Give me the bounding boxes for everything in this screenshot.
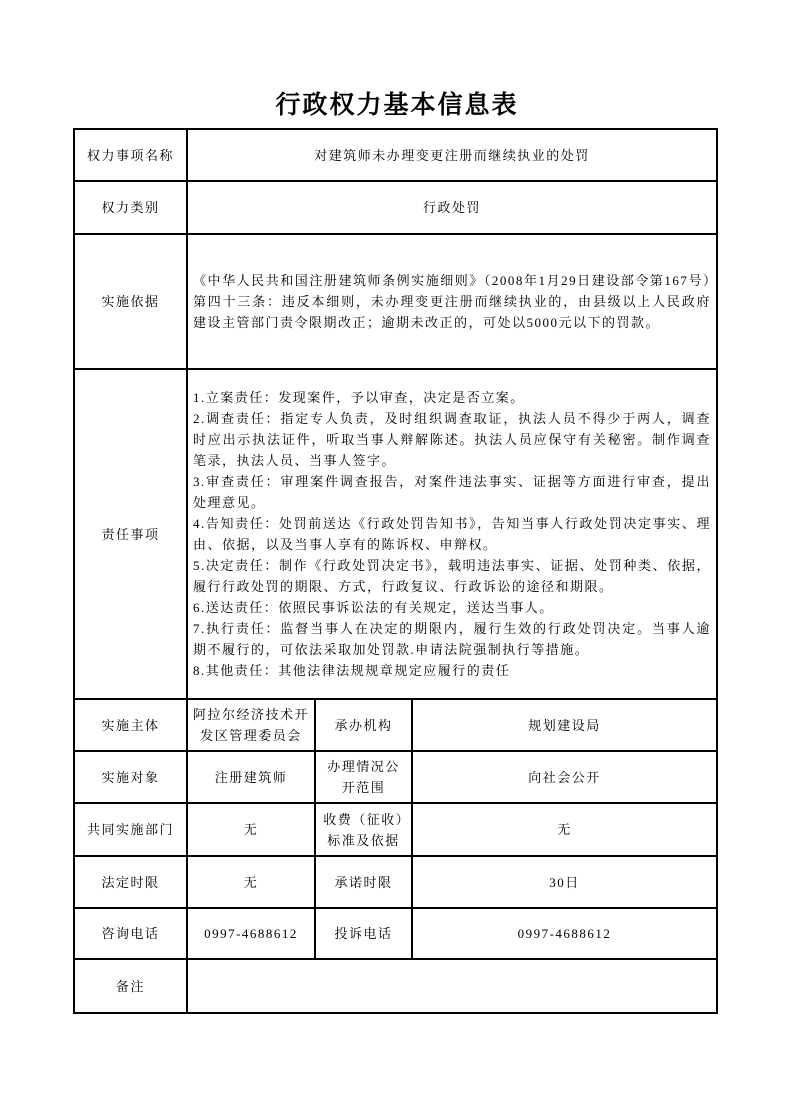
- power-name-label: 权力事项名称: [74, 129, 187, 181]
- power-type-label: 权力类别: [74, 181, 187, 234]
- row-power-name: [74, 129, 717, 181]
- statutory-limit-value: 无: [187, 856, 315, 908]
- duty-item: 5.决定责任：制作《行政处罚决定书》，载明违法事实、证据、处罚种类、依据，履行行政处罚的期限、方式，行政复议、行政诉讼的途径和期限。: [193, 558, 712, 594]
- consult-phone-value: 0997-4688612: [187, 908, 315, 959]
- promised-limit-value: 30日: [412, 856, 717, 908]
- fee-standard-label: 收费（征收）标准及依据: [315, 803, 412, 856]
- row-phones: [74, 908, 717, 959]
- duty-item: 4.告知责任：处罚前送达《行政处罚告知书》，告知当事人行政处罚决定事实、理由、依据，以及当事人享有的陈诉权、申辩权。: [193, 516, 712, 552]
- disclosure-scope-value: 向社会公开: [412, 751, 717, 803]
- joint-departments-label: 共同实施部门: [74, 803, 187, 856]
- legal-basis-value: 《中华人民共和国注册建筑师条例实施细则》（2008年1月29日建设部令第167号）第四十三条：违反本细则，未办理变更注册而继续执业的，由县级以上人民政府建设主管部门责令限期改正；逾期未改正的，可处以5000元以下的罚款。: [187, 234, 717, 369]
- implement-target-label: 实施对象: [74, 751, 187, 803]
- disclosure-scope-label: 办理情况公开范围: [315, 751, 412, 803]
- complaint-phone-value: 0997-4688612: [412, 908, 717, 959]
- row-legal-basis: [74, 234, 717, 369]
- row-power-type: [74, 181, 717, 234]
- row-implement-subject: [74, 699, 717, 751]
- remarks-value: [187, 959, 717, 1013]
- legal-basis-label: 实施依据: [74, 234, 187, 369]
- row-joint-departments: [74, 803, 717, 856]
- duty-item: 6.送达责任：依照民事诉讼法的有关规定，送达当事人。: [193, 600, 554, 615]
- remarks-label: 备注: [74, 959, 187, 1013]
- duty-item: 8.其他责任：其他法律法规规章规定应履行的责任: [193, 663, 511, 678]
- joint-departments-value: 无: [187, 803, 315, 856]
- undertaking-org-value: 规划建设局: [412, 699, 717, 751]
- duties-label: 责任事项: [74, 369, 187, 699]
- row-implement-target: [74, 751, 717, 803]
- consult-phone-label: 咨询电话: [74, 908, 187, 959]
- statutory-limit-label: 法定时限: [74, 856, 187, 908]
- power-type-value: 行政处罚: [187, 181, 717, 234]
- undertaking-org-label: 承办机构: [315, 699, 412, 751]
- promised-limit-label: 承诺时限: [315, 856, 412, 908]
- power-name-value: 对建筑师未办理变更注册而继续执业的处罚: [187, 129, 717, 181]
- row-duties: [74, 369, 717, 699]
- fee-standard-value: 无: [412, 803, 717, 856]
- info-table: [73, 128, 718, 1014]
- complaint-phone-label: 投诉电话: [315, 908, 412, 959]
- implement-subject-label: 实施主体: [74, 699, 187, 751]
- duty-item: 1.立案责任：发现案件，予以审查，决定是否立案。: [193, 390, 525, 405]
- duties-value: [187, 369, 717, 699]
- duty-item: 3.审查责任：审理案件调查报告，对案件违法事实、证据等方面进行审查，提出处理意见。: [193, 474, 712, 510]
- row-remarks: [74, 959, 717, 1013]
- implement-subject-value: 阿拉尔经济技术开发区管理委员会: [187, 699, 315, 751]
- implement-target-value: 注册建筑师: [187, 751, 315, 803]
- page-title: 行政权力基本信息表: [275, 92, 519, 119]
- row-statutory-limit: [74, 856, 717, 908]
- duty-item: 2.调查责任：指定专人负责，及时组织调查取证，执法人员不得少于两人，调查时应出示执法证件，听取当事人辩解陈述。执法人员应保守有关秘密。制作调查笔录，执法人员、当事人签字。: [193, 411, 712, 468]
- duty-item: 7.执行责任：监督当事人在决定的期限内，履行生效的行政处罚决定。当事人逾期不履行的，可依法采取加处罚款.申请法院强制执行等措施。: [193, 621, 712, 657]
